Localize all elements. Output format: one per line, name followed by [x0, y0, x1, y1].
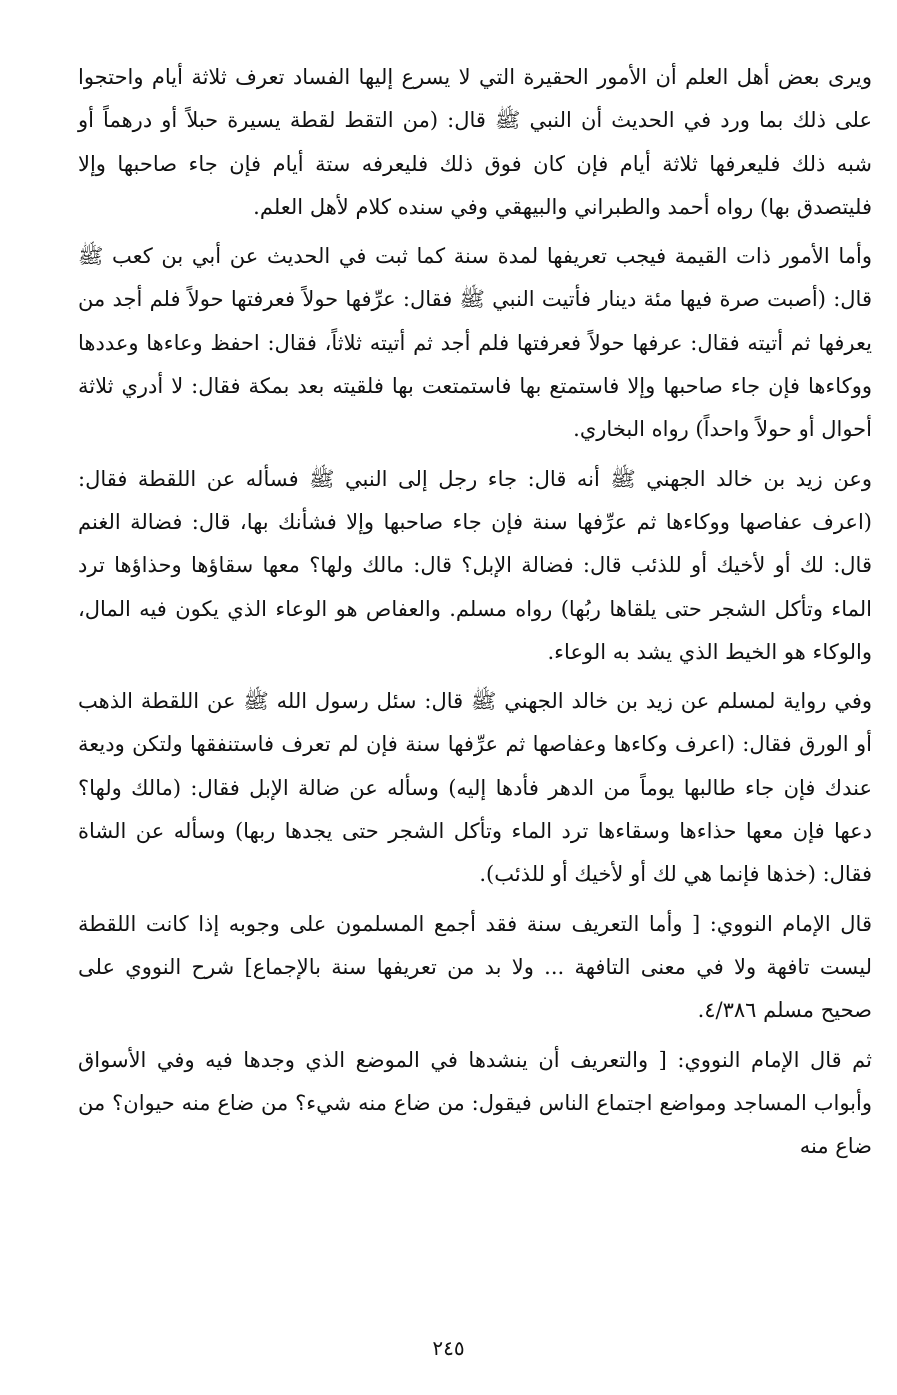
paragraph-4: وفي رواية لمسلم عن زيد بن خالد الجهني ﷺ قال: سئل رسول الله ﷺ عن اللقطة الذهب أو الورق فقال: (اعرف وكاءها وعفاصها ثم عرِّفها سنة فإن لم تعرف فاستنفقها ولتكن وديعة عندك فإن جاء طالبها يوماً من الدهر فأدها إليه) وسأله عن ضالة الإبل فقال: (مالك ولها؟ دعها فإن معها حذاءها وسقاءها ترد الماء وتأكل الشجر حتى يجدها ربها) وسأله عن الشاة فقال: (خذها فإنما هي لك أو لأخيك أو للذئب).	[78, 689, 872, 887]
page-body	[78, 56, 872, 1286]
paragraph-5: قال الإمام النووي: [ وأما التعريف سنة فقد أجمع المسلمون على وجوبه إذا كانت اللقطة ليست تافهة ولا في معنى التافهة ... ولا بد من تعريفها سنة بالإجماع] شرح النووي على صحيح مسلم ٤/٣٨٦.	[78, 911, 872, 1023]
paragraph-6: ثم قال الإمام النووي: [ والتعريف أن ينشدها في الموضع الذي وجدها فيه وفي الأسواق وأبواب المساجد ومواضع اجتماع الناس فيقول: من ضاع منه شيء؟ من ضاع منه حيوان؟ من ضاع منه	[78, 1047, 872, 1159]
paragraph-3: وعن زيد بن خالد الجهني ﷺ أنه قال: جاء رجل إلى النبي ﷺ فسأله عن اللقطة فقال: (اعرف عفاصها ووكاءها ثم عرِّفها سنة فإن جاء صاحبها وإلا فشأنك بها، قال: فضالة الغنم قال: لك أو لأخيك أو للذئب قال: فضالة الإبل؟ قال: مالك ولها؟ معها سقاؤها وحذاؤها ترد الماء وتأكل الشجر حتى يلقاها ربُها) رواه مسلم. والعفاص هو الوعاء الذي يكون فيه المال، والوكاء هو الخيط الذي يشد به الوعاء.	[78, 466, 872, 664]
paragraph-1: ويرى بعض أهل العلم أن الأمور الحقيرة التي لا يسرع إليها الفساد تعرف ثلاثة أيام واحتجوا على ذلك بما ورد في الحديث أن النبي ﷺ قال: (من التقط لقطة يسيرة حبلاً أو درهماً أو شبه ذلك فليعرفها ثلاثة أيام فإن كان فوق ذلك فليعرفه ستة أيام فإن جاء صاحبها وإلا فليتصدق بها) رواه أحمد والطبراني والبيهقي وفي سنده كلام لأهل العلم.	[78, 65, 872, 219]
paragraph-2: وأما الأمور ذات القيمة فيجب تعريفها لمدة سنة كما ثبت في الحديث عن أبي بن كعب ﷺ قال: (أصبت صرة فيها مئة دينار فأتيت النبي ﷺ فقال: عرِّفها حولاً فعرفتها حولاً فلم أجد من يعرفها ثم أتيته فقال: عرفها حولاً فعرفتها فلم أجد ثم أتيته ثلاثاً، فقال: احفظ وعاءها وعددها ووكاءها فإن جاء صاحبها وإلا فاستمتع بها فاستمتعت بها فلقيته بعد بمكة فقال: لا أدري ثلاثة أحوال أو حولاً واحداً) رواه البخاري.	[78, 244, 872, 442]
page-number: ٢٤٥	[432, 1336, 465, 1360]
